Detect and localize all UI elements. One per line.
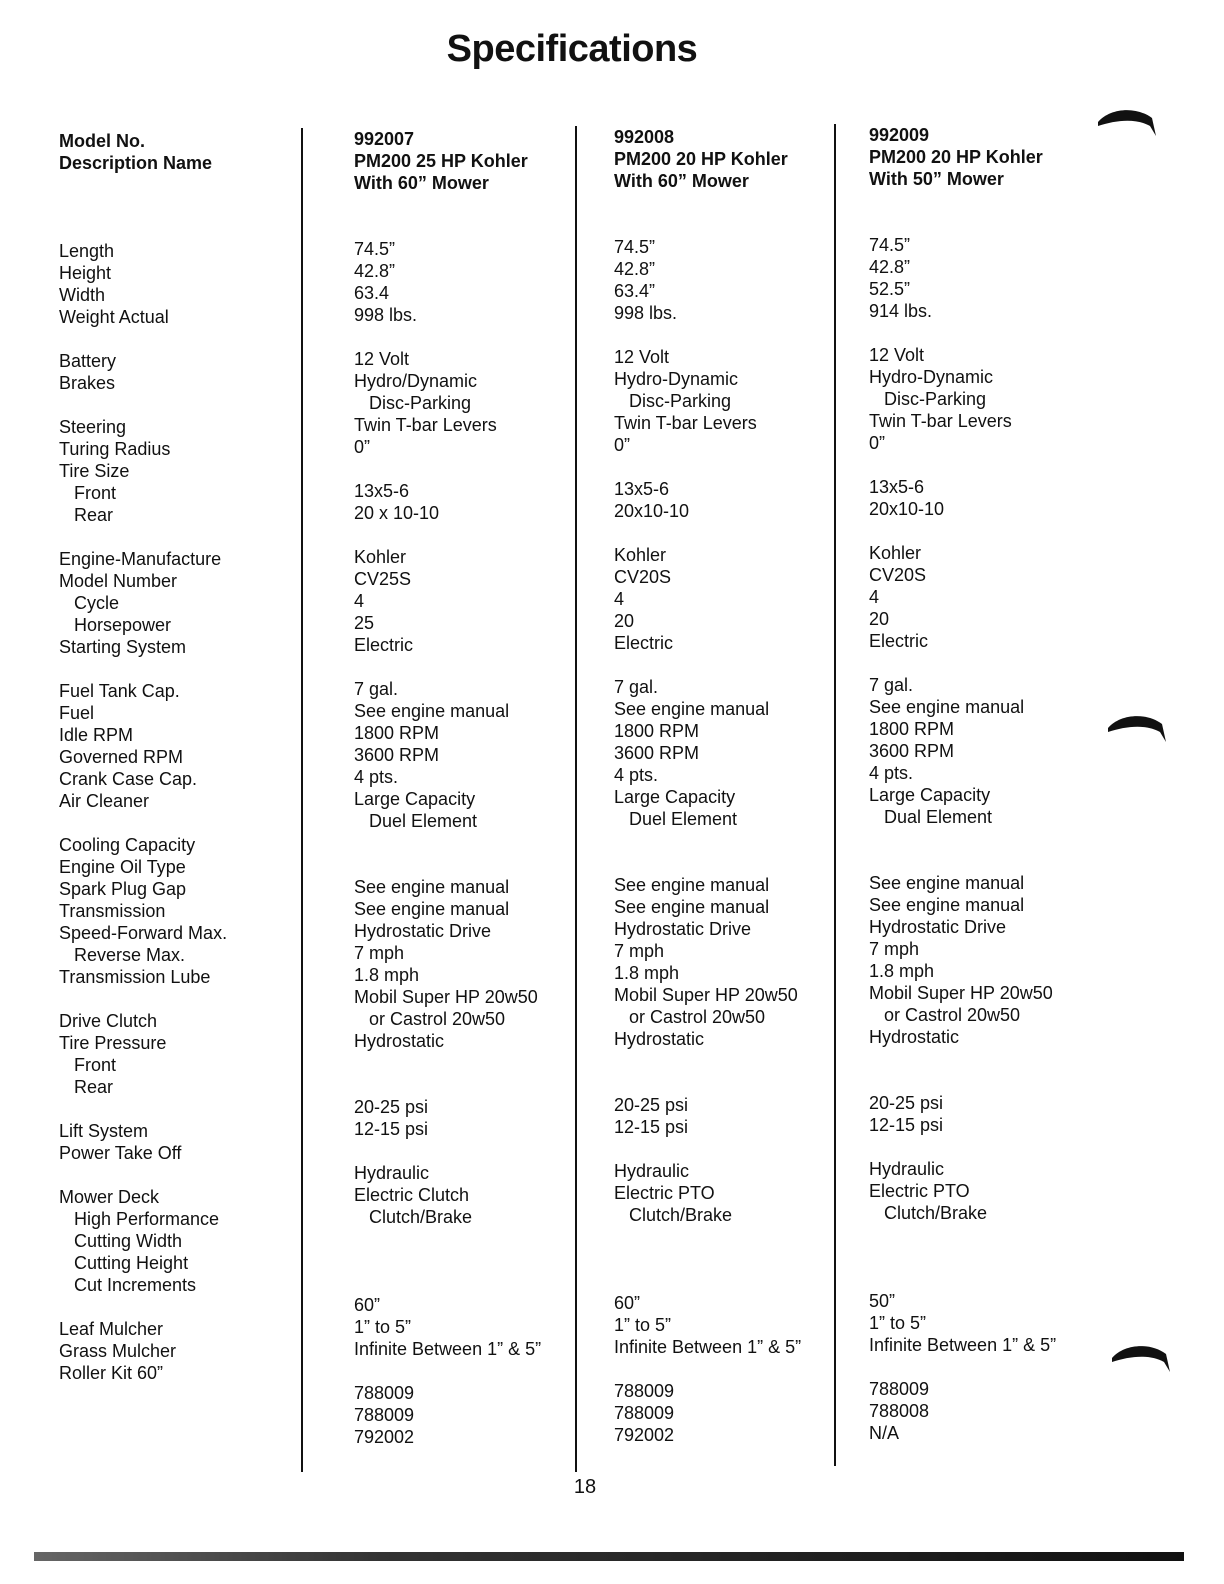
spec-value: 4 pts. <box>614 765 659 785</box>
spec-group <box>354 1382 594 1448</box>
spec-value: Hydrostatic <box>354 1031 445 1051</box>
spec-value: 792002 <box>614 1425 675 1445</box>
spec-value: 42.8” <box>869 257 911 277</box>
spec-value: 25 <box>354 613 375 633</box>
spec-value: Electric <box>354 635 414 655</box>
spec-value: 63.4 <box>354 283 390 303</box>
spec-value: 1.8 mph <box>614 963 680 983</box>
spec-group <box>869 542 1109 652</box>
spec-group <box>59 834 299 988</box>
spec-group <box>59 1120 299 1164</box>
spec-value: 7 mph <box>354 943 405 963</box>
spec-value: 20-25 psi <box>614 1095 689 1115</box>
spec-value: 12 Volt <box>354 349 410 369</box>
model-992007-column <box>354 128 594 1470</box>
spec-value: Electric PTO <box>614 1183 715 1203</box>
spec-label: Engine Oil Type <box>59 857 186 877</box>
column-header <box>354 128 594 194</box>
spec-label: Speed-Forward Max. <box>59 923 228 943</box>
spec-value: 12 Volt <box>614 347 670 367</box>
spec-value: 20 x 10-10 <box>354 503 440 523</box>
model-number: 992009 <box>869 125 930 145</box>
spec-label: Front <box>59 1055 117 1075</box>
spec-value: Hydro-Dynamic <box>614 369 739 389</box>
spec-group <box>354 238 594 326</box>
spec-value <box>354 854 594 876</box>
spec-label: Roller Kit 60” <box>59 1363 164 1383</box>
spec-value: Twin T-bar Levers <box>614 413 757 433</box>
spec-value: See engine manual <box>869 697 1025 717</box>
spec-value: Disc-Parking <box>869 389 987 409</box>
spec-label: Cutting Height <box>59 1253 189 1273</box>
spec-group <box>354 348 594 524</box>
spec-label: Transmission Lube <box>59 967 211 987</box>
spec-label: Cycle <box>59 593 120 613</box>
spec-value: 60” <box>614 1293 641 1313</box>
spec-value: 0” <box>614 435 631 455</box>
spec-value: 788009 <box>614 1403 675 1423</box>
spec-value <box>354 1250 594 1272</box>
spec-value: See engine manual <box>354 701 510 721</box>
spec-value: 13x5-6 <box>614 479 670 499</box>
header-line: PM200 20 HP Kohler <box>614 149 788 169</box>
spec-value: 788009 <box>354 1405 415 1425</box>
spec-label: Leaf Mulcher <box>59 1319 164 1339</box>
spec-value: 788008 <box>869 1401 930 1421</box>
spec-value: CV25S <box>354 569 412 589</box>
spec-value <box>614 456 854 478</box>
spec-label <box>59 394 299 416</box>
spec-label: Rear <box>59 505 114 525</box>
spec-value: CV20S <box>614 567 672 587</box>
spec-value: Hydraulic <box>354 1163 430 1183</box>
spec-label: Air Cleaner <box>59 791 150 811</box>
spec-value: Hydrostatic Drive <box>614 919 752 939</box>
spec-group <box>614 1072 854 1138</box>
spec-value: 50” <box>869 1291 896 1311</box>
model-992009-column <box>869 124 1109 1466</box>
spec-label: Fuel <box>59 703 95 723</box>
spec-value: 74.5” <box>354 239 396 259</box>
binder-hole-mark <box>1096 106 1160 140</box>
spec-value: 4 pts. <box>354 767 399 787</box>
spec-group <box>614 346 854 522</box>
spec-value: 1800 RPM <box>614 721 700 741</box>
spec-value: CV20S <box>869 565 927 585</box>
spec-value: Mobil Super HP 20w50 <box>614 985 798 1005</box>
column-divider <box>301 128 303 1472</box>
spec-group <box>869 1070 1109 1136</box>
spec-value: 1” to 5” <box>354 1317 412 1337</box>
spec-group <box>59 680 299 812</box>
spec-group <box>59 548 299 658</box>
spec-value <box>869 1268 1109 1290</box>
spec-value: 74.5” <box>869 235 911 255</box>
spec-group <box>614 852 854 1050</box>
spec-label: Mower Deck <box>59 1187 160 1207</box>
spec-value: Hydro/Dynamic <box>354 371 478 391</box>
spec-label: Spark Plug Gap <box>59 879 187 899</box>
spec-value: 4 <box>869 587 880 607</box>
spec-value <box>614 1248 854 1270</box>
spec-value: Large Capacity <box>614 787 736 807</box>
spec-value: 7 gal. <box>614 677 659 697</box>
spec-value: Hydrostatic Drive <box>354 921 492 941</box>
spec-labels-column <box>59 130 299 1406</box>
spec-value: 1800 RPM <box>869 719 955 739</box>
spec-group <box>614 1380 854 1446</box>
spec-value: 13x5-6 <box>869 477 925 497</box>
spec-value: 1.8 mph <box>869 961 935 981</box>
spec-value: Hydrostatic <box>869 1027 960 1047</box>
model-number: 992008 <box>614 127 675 147</box>
spec-label: Crank Case Cap. <box>59 769 198 789</box>
spec-value: or Castrol 20w50 <box>869 1005 1021 1025</box>
spec-label: Engine-Manufacture <box>59 549 222 569</box>
spec-label: Brakes <box>59 373 116 393</box>
spec-group <box>354 1250 594 1360</box>
spec-value <box>869 1070 1109 1092</box>
spec-value: 63.4” <box>614 281 656 301</box>
spec-value: Kohler <box>614 545 667 565</box>
spec-value: Electric <box>869 631 929 651</box>
spec-value: or Castrol 20w50 <box>614 1007 766 1027</box>
spec-label: Tire Pressure <box>59 1033 167 1053</box>
spec-value: Twin T-bar Levers <box>354 415 497 435</box>
spec-label: Governed RPM <box>59 747 184 767</box>
spec-group <box>59 240 299 328</box>
spec-label: Steering <box>59 417 127 437</box>
spec-value: 52.5” <box>869 279 911 299</box>
column-divider <box>834 124 836 1466</box>
spec-value: 12-15 psi <box>614 1117 689 1137</box>
spec-label: Model Number <box>59 571 178 591</box>
page-title: Specifications <box>446 28 698 70</box>
spec-value: 0” <box>869 433 886 453</box>
spec-value: Twin T-bar Levers <box>869 411 1012 431</box>
spec-value: 20-25 psi <box>869 1093 944 1113</box>
spec-label: Height <box>59 263 112 283</box>
spec-group <box>59 1010 299 1098</box>
column-header <box>614 126 854 192</box>
spec-value: 7 gal. <box>869 675 914 695</box>
spec-group <box>614 236 854 324</box>
spec-value: 788009 <box>354 1383 415 1403</box>
column-header <box>869 124 1109 190</box>
spec-group <box>869 1246 1109 1356</box>
spec-value: 792002 <box>354 1427 415 1447</box>
spec-value <box>354 458 594 480</box>
spec-value: Infinite Between 1” & 5” <box>354 1339 542 1359</box>
spec-label: Length <box>59 241 115 261</box>
column-divider <box>575 126 577 1472</box>
spec-value: 4 <box>354 591 365 611</box>
spec-value: Disc-Parking <box>614 391 732 411</box>
spec-value: Electric <box>614 633 674 653</box>
spec-value: 998 lbs. <box>614 303 678 323</box>
spec-value: Duel Element <box>354 811 478 831</box>
spec-value <box>614 852 854 874</box>
spec-value: Kohler <box>354 547 407 567</box>
spec-value: 12 Volt <box>869 345 925 365</box>
spec-value: 7 gal. <box>354 679 399 699</box>
spec-label: Battery <box>59 351 117 371</box>
spec-value: 20 <box>869 609 890 629</box>
spec-value: Large Capacity <box>869 785 991 805</box>
spec-label: Fuel Tank Cap. <box>59 681 180 701</box>
spec-value: 20 <box>614 611 635 631</box>
spec-value: 3600 RPM <box>354 745 440 765</box>
spec-value: 1” to 5” <box>614 1315 672 1335</box>
spec-group <box>614 1248 854 1358</box>
spec-value: See engine manual <box>869 895 1025 915</box>
spec-value: or Castrol 20w50 <box>354 1009 506 1029</box>
spec-group <box>354 1074 594 1140</box>
spec-group <box>869 850 1109 1048</box>
spec-value: Disc-Parking <box>354 393 472 413</box>
spec-value <box>869 454 1109 476</box>
spec-value: 0” <box>354 437 371 457</box>
spec-label: High Performance <box>59 1209 220 1229</box>
spec-label: Front <box>59 483 117 503</box>
spec-value: 788009 <box>614 1381 675 1401</box>
spec-label: Horsepower <box>59 615 172 635</box>
spec-group <box>354 1162 594 1228</box>
spec-value: 12-15 psi <box>869 1115 944 1135</box>
spec-value: Hydrostatic <box>614 1029 705 1049</box>
spec-value: 7 mph <box>869 939 920 959</box>
spec-group <box>354 678 594 832</box>
spec-value: Infinite Between 1” & 5” <box>614 1337 802 1357</box>
spec-group <box>614 1160 854 1226</box>
header-line: With 50” Mower <box>869 169 1004 189</box>
spec-value <box>614 1270 854 1292</box>
spec-value: Mobil Super HP 20w50 <box>354 987 538 1007</box>
spec-label: Weight Actual <box>59 307 169 327</box>
page-number: 18 <box>573 1476 597 1498</box>
spec-value: See engine manual <box>354 877 510 897</box>
spec-value <box>354 1074 594 1096</box>
spec-value: Electric Clutch <box>354 1185 470 1205</box>
spec-group <box>869 674 1109 828</box>
spec-value: See engine manual <box>614 897 770 917</box>
spec-group <box>614 676 854 830</box>
spec-value: Kohler <box>869 543 922 563</box>
model-number: 992007 <box>354 129 415 149</box>
spec-value: 42.8” <box>354 261 396 281</box>
spec-value <box>869 1246 1109 1268</box>
spec-label: Cooling Capacity <box>59 835 196 855</box>
spec-value: 74.5” <box>614 237 656 257</box>
spec-value: 7 mph <box>614 941 665 961</box>
header-line: PM200 25 HP Kohler <box>354 151 528 171</box>
spec-label: Cutting Width <box>59 1231 183 1251</box>
spec-label: Width <box>59 285 106 305</box>
spec-value: Hydrostatic Drive <box>869 917 1007 937</box>
spec-value: 60” <box>354 1295 381 1315</box>
spec-value: See engine manual <box>614 875 770 895</box>
spec-value: 914 lbs. <box>869 301 933 321</box>
spec-label: Power Take Off <box>59 1143 182 1163</box>
spec-group <box>59 350 299 526</box>
header-line: Description Name <box>59 153 213 173</box>
spec-label: Grass Mulcher <box>59 1341 177 1361</box>
spec-value: 42.8” <box>614 259 656 279</box>
spec-value: Clutch/Brake <box>354 1207 473 1227</box>
spec-label: Transmission <box>59 901 166 921</box>
spec-value: 20x10-10 <box>614 501 690 521</box>
spec-group <box>869 1378 1109 1444</box>
spec-label: Drive Clutch <box>59 1011 158 1031</box>
spec-value: 3600 RPM <box>869 741 955 761</box>
bottom-rule <box>34 1552 1184 1561</box>
spec-value: 4 <box>614 589 625 609</box>
header-line: With 60” Mower <box>354 173 489 193</box>
spec-label: Tire Size <box>59 461 130 481</box>
spec-value: Clutch/Brake <box>869 1203 988 1223</box>
spec-value: See engine manual <box>614 699 770 719</box>
spec-value: 1800 RPM <box>354 723 440 743</box>
header-line: PM200 20 HP Kohler <box>869 147 1043 167</box>
spec-label: Cut Increments <box>59 1275 197 1295</box>
spec-value <box>614 1072 854 1094</box>
binder-hole-mark <box>1106 712 1170 746</box>
column-header <box>59 130 299 196</box>
spec-group <box>614 544 854 654</box>
spec-value <box>869 850 1109 872</box>
spec-value: 12-15 psi <box>354 1119 429 1139</box>
spec-group <box>59 1186 299 1296</box>
spec-value: Mobil Super HP 20w50 <box>869 983 1053 1003</box>
spec-value: Infinite Between 1” & 5” <box>869 1335 1057 1355</box>
spec-label: Lift System <box>59 1121 149 1141</box>
spec-label: Turing Radius <box>59 439 171 459</box>
spec-label: Starting System <box>59 637 187 657</box>
model-992008-column <box>614 126 854 1468</box>
spec-group <box>354 854 594 1052</box>
spec-value: Hydro-Dynamic <box>869 367 994 387</box>
spec-value: 998 lbs. <box>354 305 418 325</box>
spec-value: N/A <box>869 1423 900 1443</box>
spec-label: Reverse Max. <box>59 945 186 965</box>
spec-value: Electric PTO <box>869 1181 970 1201</box>
spec-value: See engine manual <box>354 899 510 919</box>
spec-value: 13x5-6 <box>354 481 410 501</box>
header-line: With 60” Mower <box>614 171 749 191</box>
spec-value: See engine manual <box>869 873 1025 893</box>
spec-value: Hydraulic <box>614 1161 690 1181</box>
spec-group <box>869 344 1109 520</box>
spec-group <box>869 234 1109 322</box>
spec-label: Rear <box>59 1077 114 1097</box>
spec-group <box>59 1318 299 1384</box>
spec-value: 3600 RPM <box>614 743 700 763</box>
spec-value: 1.8 mph <box>354 965 420 985</box>
spec-value <box>354 1272 594 1294</box>
spec-group <box>354 546 594 656</box>
spec-value: 4 pts. <box>869 763 914 783</box>
spec-value: Duel Element <box>614 809 738 829</box>
spec-label: Idle RPM <box>59 725 134 745</box>
binder-hole-mark <box>1110 1342 1174 1376</box>
spec-value: Large Capacity <box>354 789 476 809</box>
spec-value: Dual Element <box>869 807 993 827</box>
spec-value: 1” to 5” <box>869 1313 927 1333</box>
spec-value: 20-25 psi <box>354 1097 429 1117</box>
spec-group <box>869 1158 1109 1224</box>
spec-value: Hydraulic <box>869 1159 945 1179</box>
spec-value: Clutch/Brake <box>614 1205 733 1225</box>
spec-value: 20x10-10 <box>869 499 945 519</box>
spec-value: 788009 <box>869 1379 930 1399</box>
model-number: Model No. <box>59 131 145 151</box>
